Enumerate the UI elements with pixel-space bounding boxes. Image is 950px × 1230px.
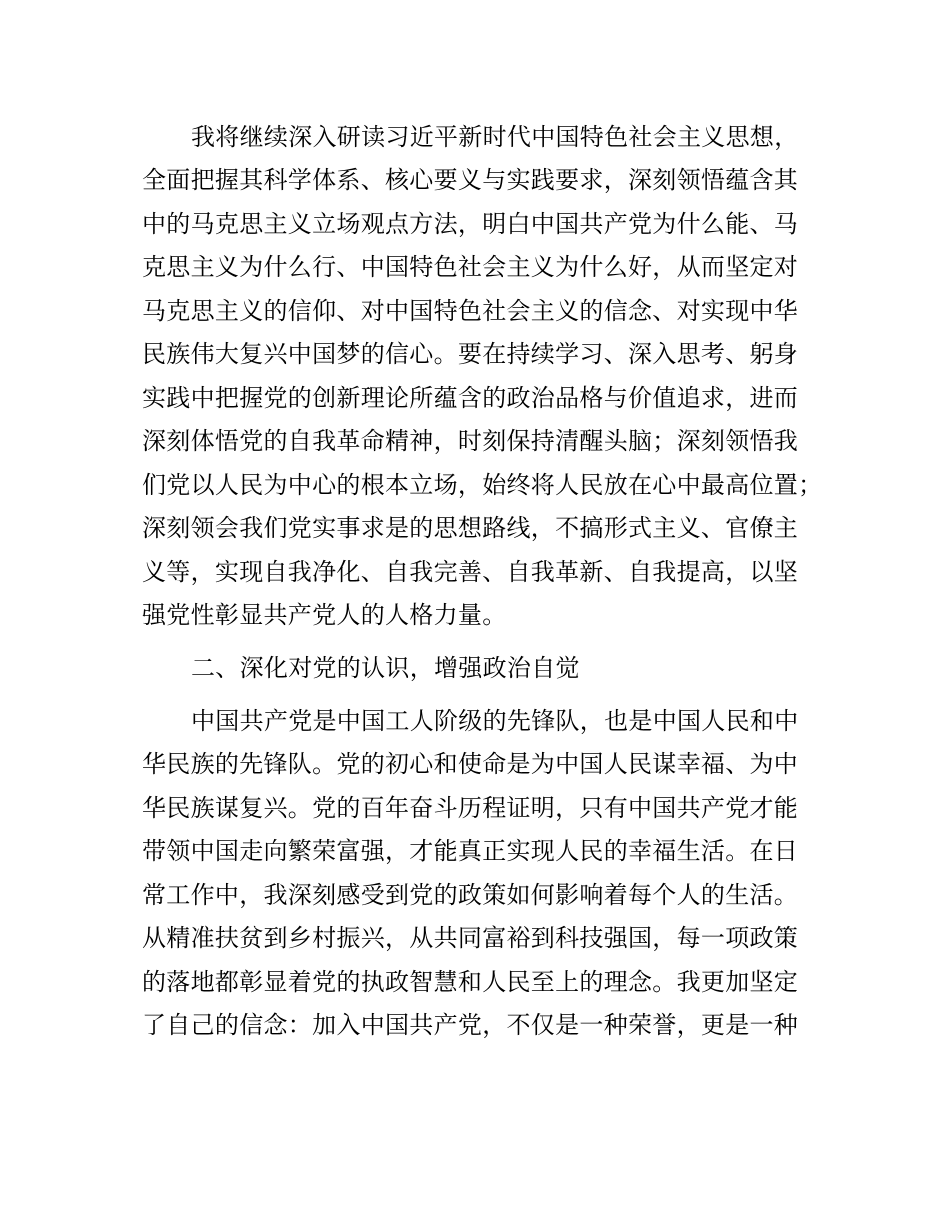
text-line: 了自己的信念：加入中国共产党，不仅是一种荣誉，更是一种	[142, 1011, 799, 1039]
text-line: 中的马克思主义立场观点方法，明白中国共产党为什么能、马	[142, 210, 799, 238]
text-line: 全面把握其科学体系、核心要义与实践要求，深刻领悟蕴含其	[142, 166, 799, 194]
text-line: 民族伟大复兴中国梦的信心。要在持续学习、深入思考、躬身	[142, 340, 799, 368]
section-heading: 二、深化对党的认识，增强政治自觉	[191, 654, 580, 682]
text-line: 克思主义为什么行、中国特色社会主义为什么好，从而坚定对	[142, 253, 799, 281]
text-line: 从精准扶贫到乡村振兴，从共同富裕到科技强国，每一项政策	[142, 924, 799, 952]
text-line: 义等，实现自我净化、自我完善、自我革新、自我提高，以坚	[142, 558, 799, 586]
text-line: 们党以人民为中心的根本立场，始终将人民放在心中最高位置；	[142, 471, 823, 499]
text-line: 实践中把握党的创新理论所蕴含的政治品格与价值追求，进而	[142, 384, 799, 412]
text-line: 深刻体悟党的自我革命精神，时刻保持清醒头脑；深刻领悟我	[142, 427, 799, 455]
text-line: 深刻领会我们党实事求是的思想路线，不搞形式主义、官僚主	[142, 514, 799, 542]
text-line: 强党性彰显共产党人的人格力量。	[142, 601, 507, 629]
text-line: 带领中国走向繁荣富强，才能真正实现人民的幸福生活。在日	[142, 837, 799, 865]
text-line: 常工作中，我深刻感受到党的政策如何影响着每个人的生活。	[142, 881, 799, 909]
text-line: 华民族的先锋队。党的初心和使命是为中国人民谋幸福、为中	[142, 750, 799, 778]
text-line: 的落地都彰显着党的执政智慧和人民至上的理念。我更加坚定	[142, 968, 799, 996]
text-line: 我将继续深入研读习近平新时代中国特色社会主义思想，	[191, 123, 799, 151]
text-line: 华民族谋复兴。党的百年奋斗历程证明，只有中国共产党才能	[142, 794, 799, 822]
text-line: 马克思主义的信仰、对中国特色社会主义的信念、对实现中华	[142, 297, 799, 325]
text-line: 中国共产党是中国工人阶级的先锋队，也是中国人民和中	[191, 707, 799, 735]
